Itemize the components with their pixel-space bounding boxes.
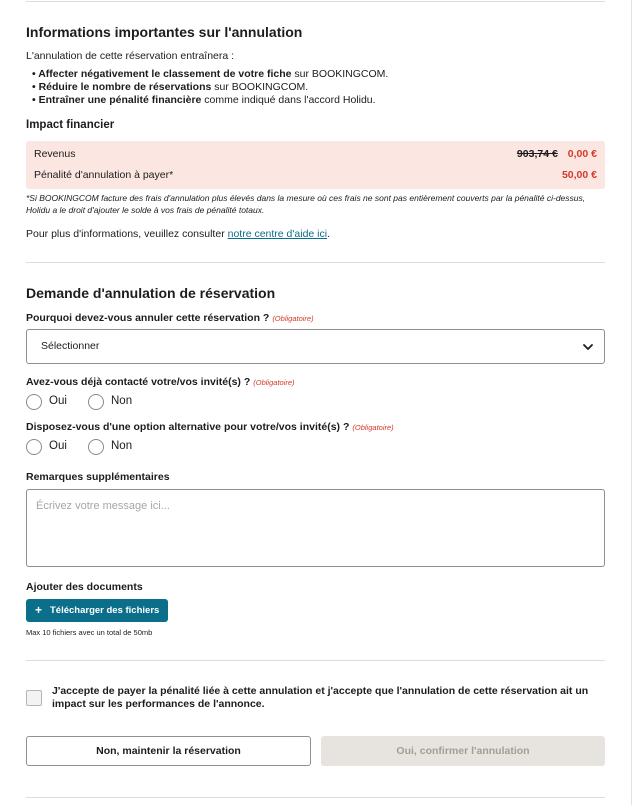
revenue-old: 903,74 € bbox=[516, 148, 558, 160]
bullet-item bbox=[32, 94, 388, 107]
revenue-row bbox=[34, 148, 597, 160]
upload-button-label: Télécharger des fichiers bbox=[50, 605, 160, 616]
financial-title: Impact financier bbox=[26, 119, 115, 131]
right-border bbox=[631, 0, 632, 805]
financial-box bbox=[26, 141, 605, 189]
required-tag: (Obligatoire) bbox=[352, 423, 394, 432]
divider-bottom bbox=[26, 797, 605, 798]
required-tag: (Obligatoire) bbox=[253, 378, 295, 387]
keep-reservation-button[interactable]: Non, maintenir la réservation bbox=[26, 736, 311, 766]
bullet-item bbox=[32, 68, 388, 81]
upload-hint: Max 10 fichiers avec un total de 50mb bbox=[26, 628, 153, 637]
bullet-bold: Affecter négativement le classement de votre fiche bbox=[38, 68, 292, 80]
info-title: Informations importantes sur l'annulation bbox=[26, 24, 303, 40]
bullet-rest: sur BOOKINGCOM. bbox=[211, 81, 309, 93]
request-title: Demande d'annulation de réservation bbox=[26, 285, 276, 301]
contacted-no-radio[interactable] bbox=[88, 394, 104, 410]
chevron-down-icon bbox=[582, 341, 594, 353]
divider-1 bbox=[26, 262, 605, 263]
upload-files-button[interactable] bbox=[26, 599, 168, 622]
more-info-prefix: Pour plus d'informations, veuillez consulter bbox=[26, 228, 228, 240]
penalty-label: Pénalité d'annulation à payer* bbox=[34, 169, 174, 181]
bullet-rest: comme indiqué dans l'accord Holidu. bbox=[201, 94, 376, 106]
info-intro: L'annulation de cette réservation entraînera : bbox=[26, 50, 235, 62]
more-info bbox=[26, 228, 330, 240]
contacted-label bbox=[26, 376, 295, 388]
bullet-bold: Réduire le nombre de réservations bbox=[38, 81, 212, 93]
divider-top bbox=[26, 1, 605, 2]
info-bullets bbox=[32, 68, 388, 107]
revenue-label: Revenus bbox=[34, 148, 76, 160]
reason-label-text: Pourquoi devez-vous annuler cette réservation ? bbox=[26, 312, 270, 324]
divider-2 bbox=[26, 660, 605, 661]
alternative-label-text: Disposez-vous d'une option alternative pour votre/vos invité(s) ? bbox=[26, 421, 350, 433]
remarks-placeholder: Écrivez votre message ici... bbox=[36, 500, 170, 512]
bullet-rest: sur BOOKINGCOM. bbox=[291, 68, 389, 80]
penalty-value: 50,00 € bbox=[561, 169, 597, 181]
revenue-new: 0,00 € bbox=[567, 148, 597, 160]
alternative-label bbox=[26, 421, 394, 433]
bullet-bold: Entraîner une pénalité financière bbox=[38, 94, 202, 106]
financial-footnote: *Si BOOKINGCOM facture des frais d'annulation plus élevés dans la mesure où ces frais ne sont pas entièrement couverts par la pénalité ci-dessus, Holidu a le droit d'ajouter le solde à vos frais de pénalité totaux. bbox=[26, 193, 586, 215]
accept-text[interactable]: J'accepte de payer la pénalité liée à cette annulation et j'accepte que l'annulation de cette réservation ait un impact sur les performances de l'annonce. bbox=[52, 685, 589, 710]
contacted-no-label[interactable]: Non bbox=[111, 395, 133, 407]
accept-checkbox[interactable] bbox=[26, 690, 42, 706]
contacted-yes-label[interactable]: Oui bbox=[49, 395, 67, 407]
reason-select[interactable] bbox=[26, 329, 605, 364]
alternative-yes-radio[interactable] bbox=[26, 439, 42, 455]
remarks-label: Remarques supplémentaires bbox=[26, 471, 170, 483]
contacted-yes-radio[interactable] bbox=[26, 394, 42, 410]
remarks-textarea[interactable] bbox=[26, 489, 605, 567]
contacted-label-text: Avez-vous déjà contacté votre/vos invité(s) ? bbox=[26, 376, 251, 388]
docs-label: Ajouter des documents bbox=[26, 581, 143, 593]
alternative-no-label[interactable]: Non bbox=[111, 440, 133, 452]
penalty-row bbox=[34, 169, 597, 181]
bullet-item bbox=[32, 81, 388, 94]
alternative-yes-label[interactable]: Oui bbox=[49, 440, 67, 452]
reason-select-value: Sélectionner bbox=[41, 340, 100, 352]
plus-icon: + bbox=[35, 603, 43, 617]
confirm-cancellation-button[interactable]: Oui, confirmer l'annulation bbox=[321, 736, 605, 766]
required-tag: (Obligatoire) bbox=[272, 314, 314, 323]
reason-label bbox=[26, 312, 314, 324]
alternative-no-radio[interactable] bbox=[88, 439, 104, 455]
help-center-link[interactable]: notre centre d'aide ici bbox=[227, 228, 328, 240]
more-info-suffix: . bbox=[327, 228, 331, 240]
